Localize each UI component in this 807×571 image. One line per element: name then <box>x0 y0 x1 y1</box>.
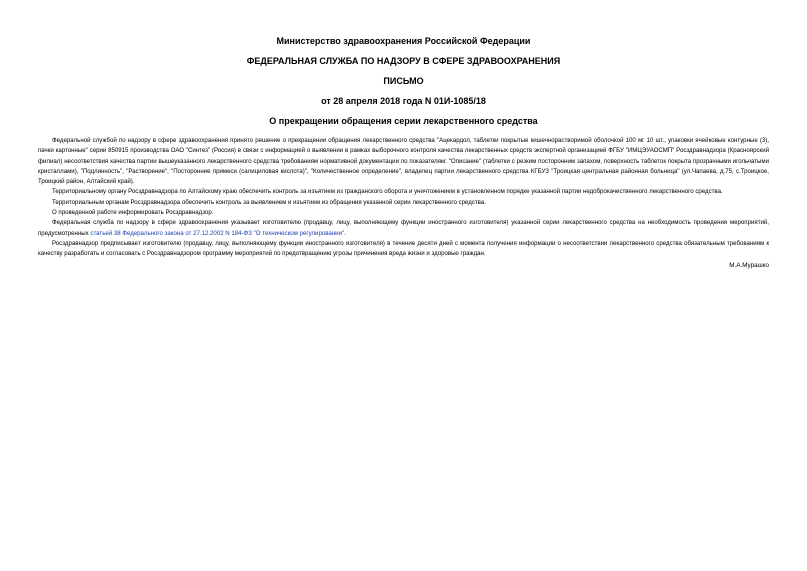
law-reference-link[interactable]: статьей 38 Федерального закона от 27.12.2002 N 184-ФЗ "О техническом регулировании" <box>90 229 345 237</box>
paragraph-inform: О проведенной работе информировать Росздравнадзор. <box>52 209 214 217</box>
date-number-heading: от 28 апреля 2018 года N 01И-1085/18 <box>321 96 486 106</box>
document-body <box>38 136 769 260</box>
document-title: О прекращении обращения серии лекарственного средства <box>269 116 538 126</box>
doc-type-heading: ПИСЬМО <box>383 76 424 86</box>
paragraph-decision: Федеральной службой по надзору в сфере здравоохранения принято решение о прекращении обращения лекарственного средства "Ацекардол, таблетки покрытые кишечнорастворимой оболочкой 100 мг 10 шт., упаковки ячейковые контурные (3), пачки картонные" серии 850915 производства ОАО "Синтез" (Россия) в связи с информацией о выявлении в рамках выборочного контроля качества лекарственных средств экспертной организацией ФГБУ "ИМЦЭУАОСМП" Росздравнадзора (Красноярский филиал) несоответствия качества партии вышеуказанного лекарственного средства требованиям нормативной документации по показателям: "Описание" (таблетки с резким посторонним запахом, поверхность таблеток покрыта прозрачными игольчатыми кристаллами), "Подлинность", "Растворение", "Посторонние примеси (салициловая кислота)", "Количественное определение", владелец партии лекарственного средства КГБУЗ "Троицкая центральная районная больница" (ул.Чапаева, д.75, с.Троицкое, Троицкий район, Алтайский край). <box>38 137 769 186</box>
signature: М.А.Мурашко <box>729 261 769 269</box>
paragraph-text: Федеральная служба по надзору в сфере здравоохранения указывает изготовителю (продавцу, лицу, выполняющему функции иностранного изготовителя) указанной серии лекарственного средства на необходимость проведения мероприятий, предусмотренных <box>38 219 769 237</box>
service-heading: ФЕДЕРАЛЬНАЯ СЛУЖБА ПО НАДЗОРУ В СФЕРЕ ЗДРАВООХРАНЕНИЯ <box>246 56 561 66</box>
paragraph-prescription: Росздравнадзор предписывает изготовителю (продавцу, лицу, выполняющему функции иностранного изготовителя) в течение десяти дней с момента получения информации о несоответствии лекарственного средства обязательным требованиям к качеству разработать и согласовать с Росздравнадзором программу мероприятий по предотвращению угрозы причинения вреда жизни и здоровью граждан. <box>38 239 769 258</box>
paragraph-territorial-control: Территориальным органам Росздравнадзора обеспечить контроль за выявлением и изъятием из обращения указанной серии лекарственного средства. <box>52 198 486 206</box>
paragraph-altai-control: Территориальному органу Росздравнадзора по Алтайскому краю обеспечить контроль за изъятием из гражданского оборота и уничтожением в установленном порядке указанной партии недоброкачественного лекарственного средства. <box>52 188 723 196</box>
paragraph-text-end: . <box>344 229 346 237</box>
ministry-heading: Министерство здравоохранения Российской Федерации <box>276 36 531 46</box>
paragraph-manufacturer-measures <box>38 218 769 239</box>
